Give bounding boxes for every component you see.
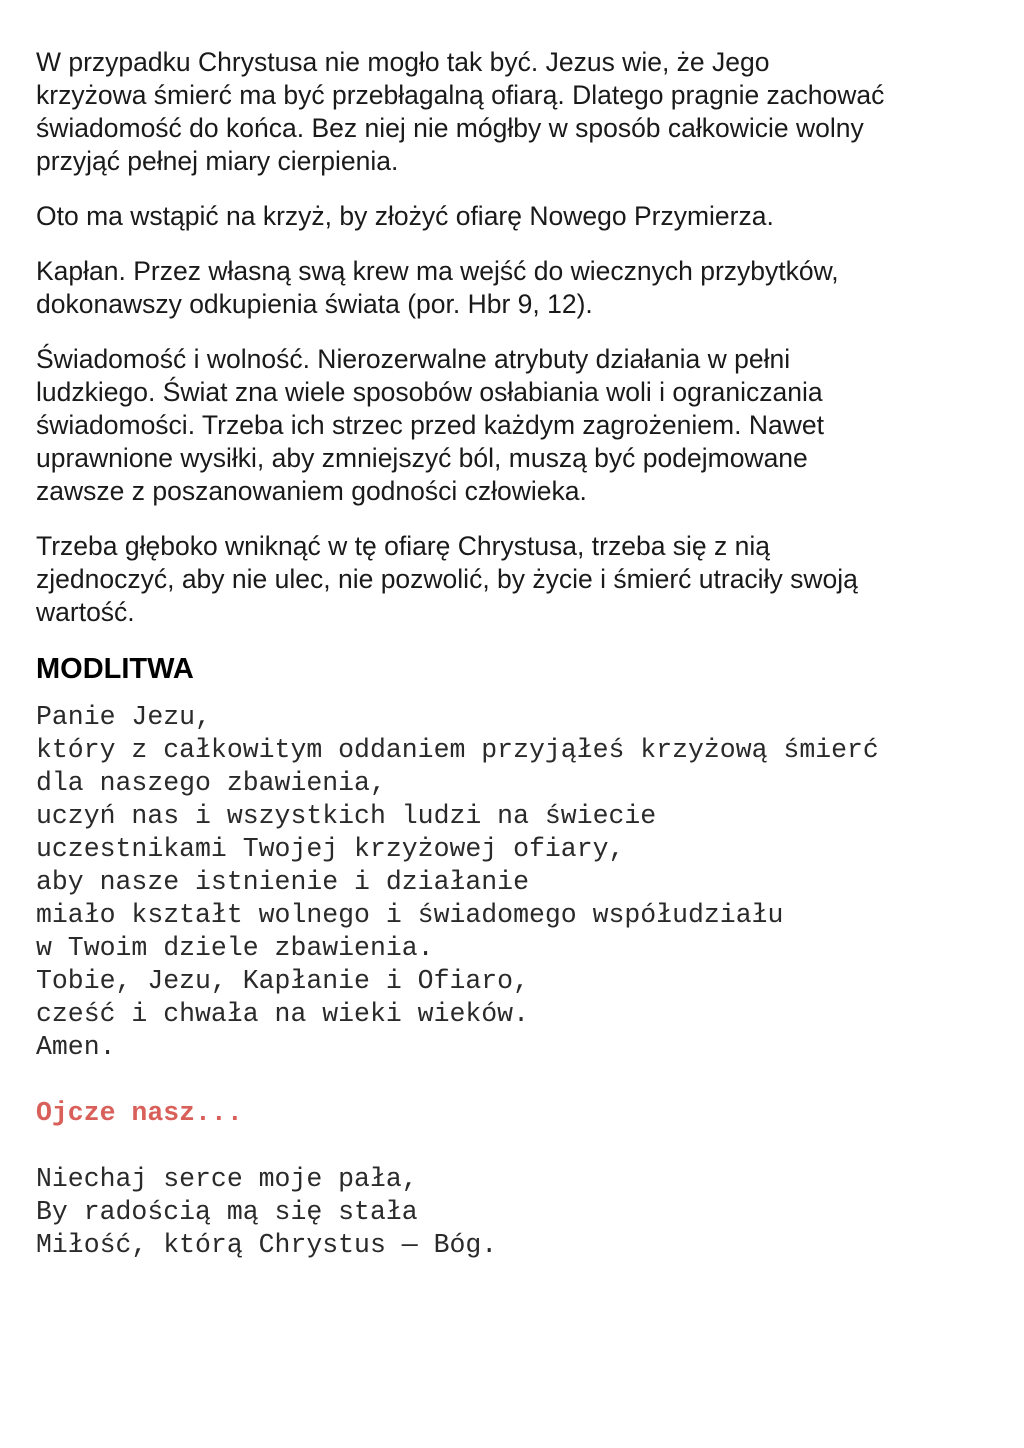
paragraph-5: Trzeba głęboko wniknąć w tę ofiarę Chrystusa, trzeba się z nią zjednoczyć, aby nie ulec, nie pozwolić, by życie i śmierć utraciły swoją wartość.	[36, 531, 858, 627]
our-father-line: Ojcze nasz...	[36, 1098, 243, 1128]
prayer-text: Panie Jezu, który z całkowitym oddaniem przyjąłeś krzyżową śmierć dla naszego zbawienia, uczyń nas i wszystkich ludzi na świecie uczestnikami Twojej krzyżowej ofiary, aby nasze istnienie i działanie miało kształt wolnego i świadomego współudziału w Twoim dziele zbawienia. Tobie, Jezu, Kapłanie i Ofiaro, cześć i chwała na wieki wieków. Amen.	[36, 702, 879, 1062]
document-page	[36, 46, 986, 1262]
prayer-heading: MODLITWA	[36, 653, 194, 685]
paragraph-1: W przypadku Chrystusa nie mogło tak być. Jezus wie, że Jego krzyżowa śmierć ma być przebłagalną ofiarą. Dlatego pragnie zachować świadomość do końca. Bez niej nie mógłby w sposób całkowicie wolny przyjąć pełnej miary cierpienia.	[36, 47, 885, 176]
paragraph-2: Oto ma wstąpić na krzyż, by złożyć ofiarę Nowego Przymierza.	[36, 201, 774, 231]
hymn-text: Niechaj serce moje pała, By radością mą się stała Miłość, którą Chrystus — Bóg.	[36, 1164, 498, 1260]
paragraph-4: Świadomość i wolność. Nierozerwalne atrybuty działania w pełni ludzkiego. Świat zna wiele sposobów osłabiania woli i ograniczania świadomości. Trzeba ich strzec przed każdym zagrożeniem. Nawet uprawnione wysiłki, aby zmniejszyć ból, muszą być podejmowane zawsze z poszanowaniem godności człowieka.	[36, 344, 824, 506]
paragraph-3: Kapłan. Przez własną swą krew ma wejść do wiecznych przybytków, dokonawszy odkupienia świata (por. Hbr 9, 12).	[36, 256, 839, 319]
